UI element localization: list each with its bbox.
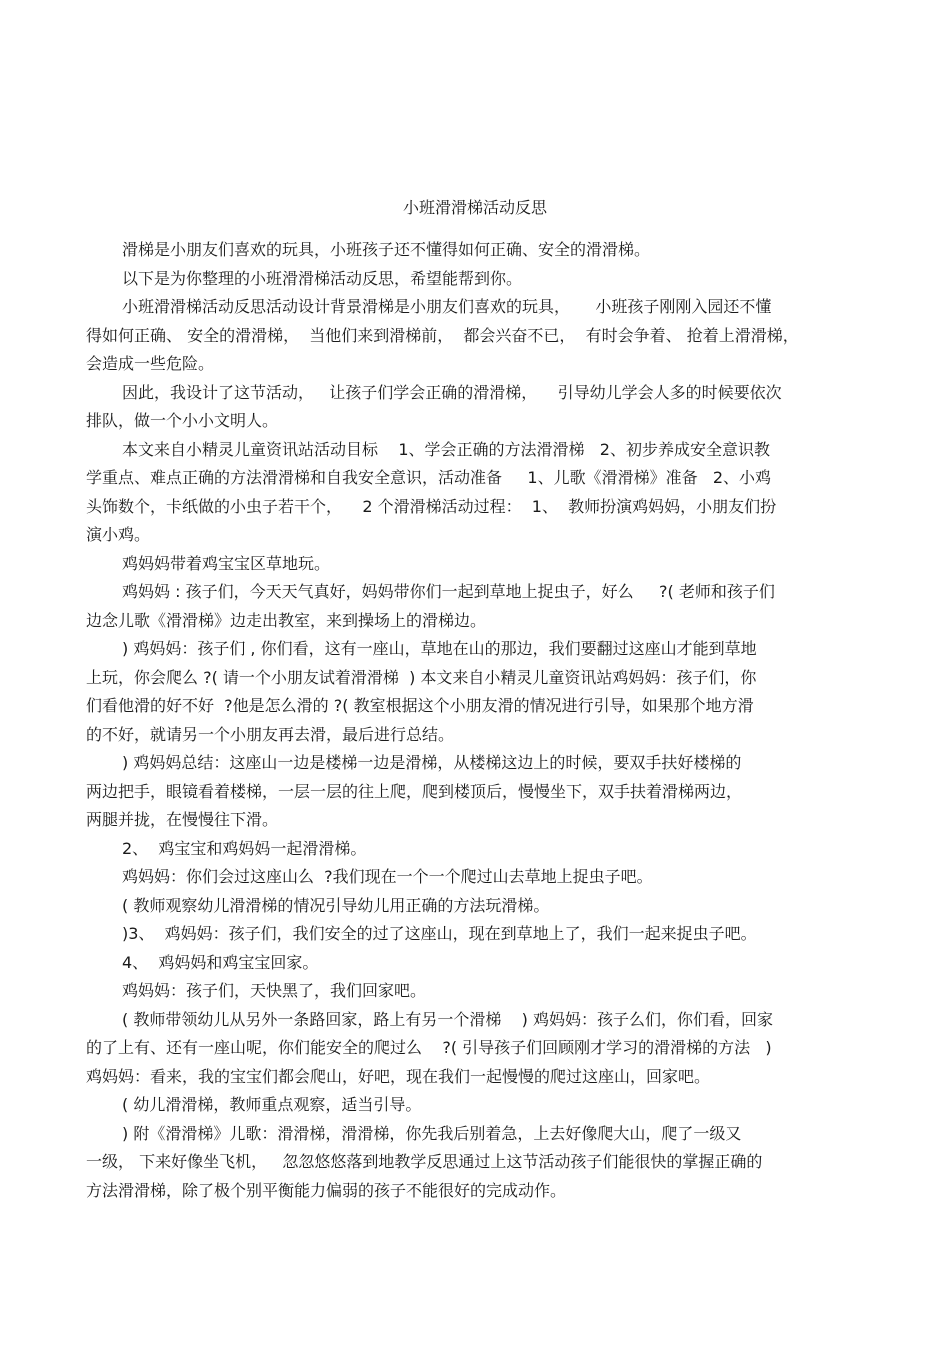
- text-line: ( 教师带领幼儿从另外一条路回家，路上有另一个滑梯 ) 鸡妈妈：孩子么们，你们看，回家: [122, 1009, 774, 1029]
- text-line: 上玩，你会爬么 ?( 请一个小朋友试着滑滑梯 ) 本文来自小精灵儿童资讯站鸡妈妈：孩子们，你: [86, 667, 757, 687]
- text-line: 们看他滑的好不好 ?他是怎么滑的 ?( 教室根据这个小朋友滑的情况进行引导，如果那个地方滑: [86, 696, 754, 715]
- text-line: 一级， 下来好像坐飞机， 忽忽悠悠落到地教学反思通过上这节活动孩子们能很快的掌握正确的: [86, 1152, 763, 1171]
- text-line: 两腿并拢，在慢慢往下滑。: [86, 810, 279, 829]
- text-line: ) 鸡妈妈：孩子们 , 你们看，这有一座山，草地在山的那边，我们要翻过这座山才能到草地: [122, 639, 757, 658]
- document-title: 小班滑滑梯活动反思: [402, 198, 547, 217]
- text-line: 的不好，就请另一个小朋友再去滑，最后进行总结。: [86, 724, 455, 744]
- text-line: 本文来自小精灵儿童资讯站活动目标 1、学会正确的方法滑滑梯 2、初步养成安全意识教: [122, 439, 770, 459]
- text-line: 会造成一些危险。: [86, 354, 215, 373]
- text-line: 鸡妈妈带着鸡宝宝区草地玩。: [122, 553, 331, 573]
- text-line: 排队，做一个小小文明人。: [86, 411, 279, 430]
- text-line: 两边把手，眼镜看着楼梯，一层一层的往上爬，爬到楼顶后，慢慢坐下，双手扶着滑梯两边，: [86, 781, 743, 801]
- text-line: 的了上有、还有一座山呢，你们能安全的爬过么 ?( 引导孩子们回顾刚才学习的滑滑梯的方法 ): [86, 1038, 772, 1057]
- text-line: 鸡妈妈 : 孩子们，今天天气真好，妈妈带你们一起到草地上捉虫子，好么 ?( 老师和孩子们: [122, 582, 775, 601]
- text-line: 学重点、难点正确的方法滑滑梯和自我安全意识，活动准备 1、儿歌《滑滑梯》准备 2、小鸡: [86, 468, 772, 487]
- text-line: 鸡妈妈：你们会过这座山么 ?我们现在一个一个爬过山去草地上捉虫子吧。: [122, 867, 653, 886]
- text-line: )3、 鸡妈妈：孩子们，我们安全的过了这座山，现在到草地上了，我们一起来捉虫子吧。: [122, 924, 757, 943]
- text-line: ( 幼儿滑滑梯，教师重点观察，适当引导。: [122, 1095, 422, 1114]
- text-line: ) 附《滑滑梯》儿歌：滑滑梯，滑滑梯，你先我后别着急，上去好像爬大山，爬了一级又: [122, 1123, 742, 1143]
- document-body: [86, 236, 866, 1205]
- text-line: 方法滑滑梯，除了极个别平衡能力偏弱的孩子不能很好的完成动作。: [86, 1180, 567, 1200]
- text-line: 4、 鸡妈妈和鸡宝宝回家。: [122, 952, 319, 972]
- text-line: 边念儿歌《滑滑梯》边走出教室，来到操场上的滑梯边。: [86, 610, 487, 630]
- text-line: 演小鸡。: [86, 525, 151, 544]
- text-line: 头饰数个，卡纸做的小虫子若干个， 2 个滑滑梯活动过程： 1、 教师扮演鸡妈妈，小朋友们扮: [86, 496, 777, 516]
- text-line: 小班滑滑梯活动反思活动设计背景滑梯是小朋友们喜欢的玩具， 小班孩子刚刚入园还不懂: [122, 297, 772, 316]
- text-line: 滑梯是小朋友们喜欢的玩具，小班孩子还不懂得如何正确、安全的滑滑梯。: [122, 240, 651, 259]
- text-line: 因此，我设计了这节活动， 让孩子们学会正确的滑滑梯， 引导幼儿学会人多的时候要依次: [122, 382, 782, 402]
- text-line: 得如何正确、 安全的滑滑梯， 当他们来到滑梯前， 都会兴奋不已， 有时会争着、 抢着上滑滑梯，: [86, 325, 799, 345]
- text-line: 鸡妈妈：孩子们，天快黑了，我们回家吧。: [122, 981, 427, 1000]
- text-line: ( 教师观察幼儿滑滑梯的情况引导幼儿用正确的方法玩滑梯。: [122, 895, 550, 915]
- text-line: 2、 鸡宝宝和鸡妈妈一起滑滑梯。: [122, 838, 367, 858]
- text-line: 鸡妈妈：看来，我的宝宝们都会爬山，好吧，现在我们一起慢慢的爬过这座山，回家吧。: [86, 1066, 711, 1086]
- text-line: ) 鸡妈妈总结：这座山一边是楼梯一边是滑梯，从楼梯这边上的时候，要双手扶好楼梯的: [122, 753, 742, 772]
- text-line: 以下是为你整理的小班滑滑梯活动反思，希望能帮到你。: [122, 268, 523, 288]
